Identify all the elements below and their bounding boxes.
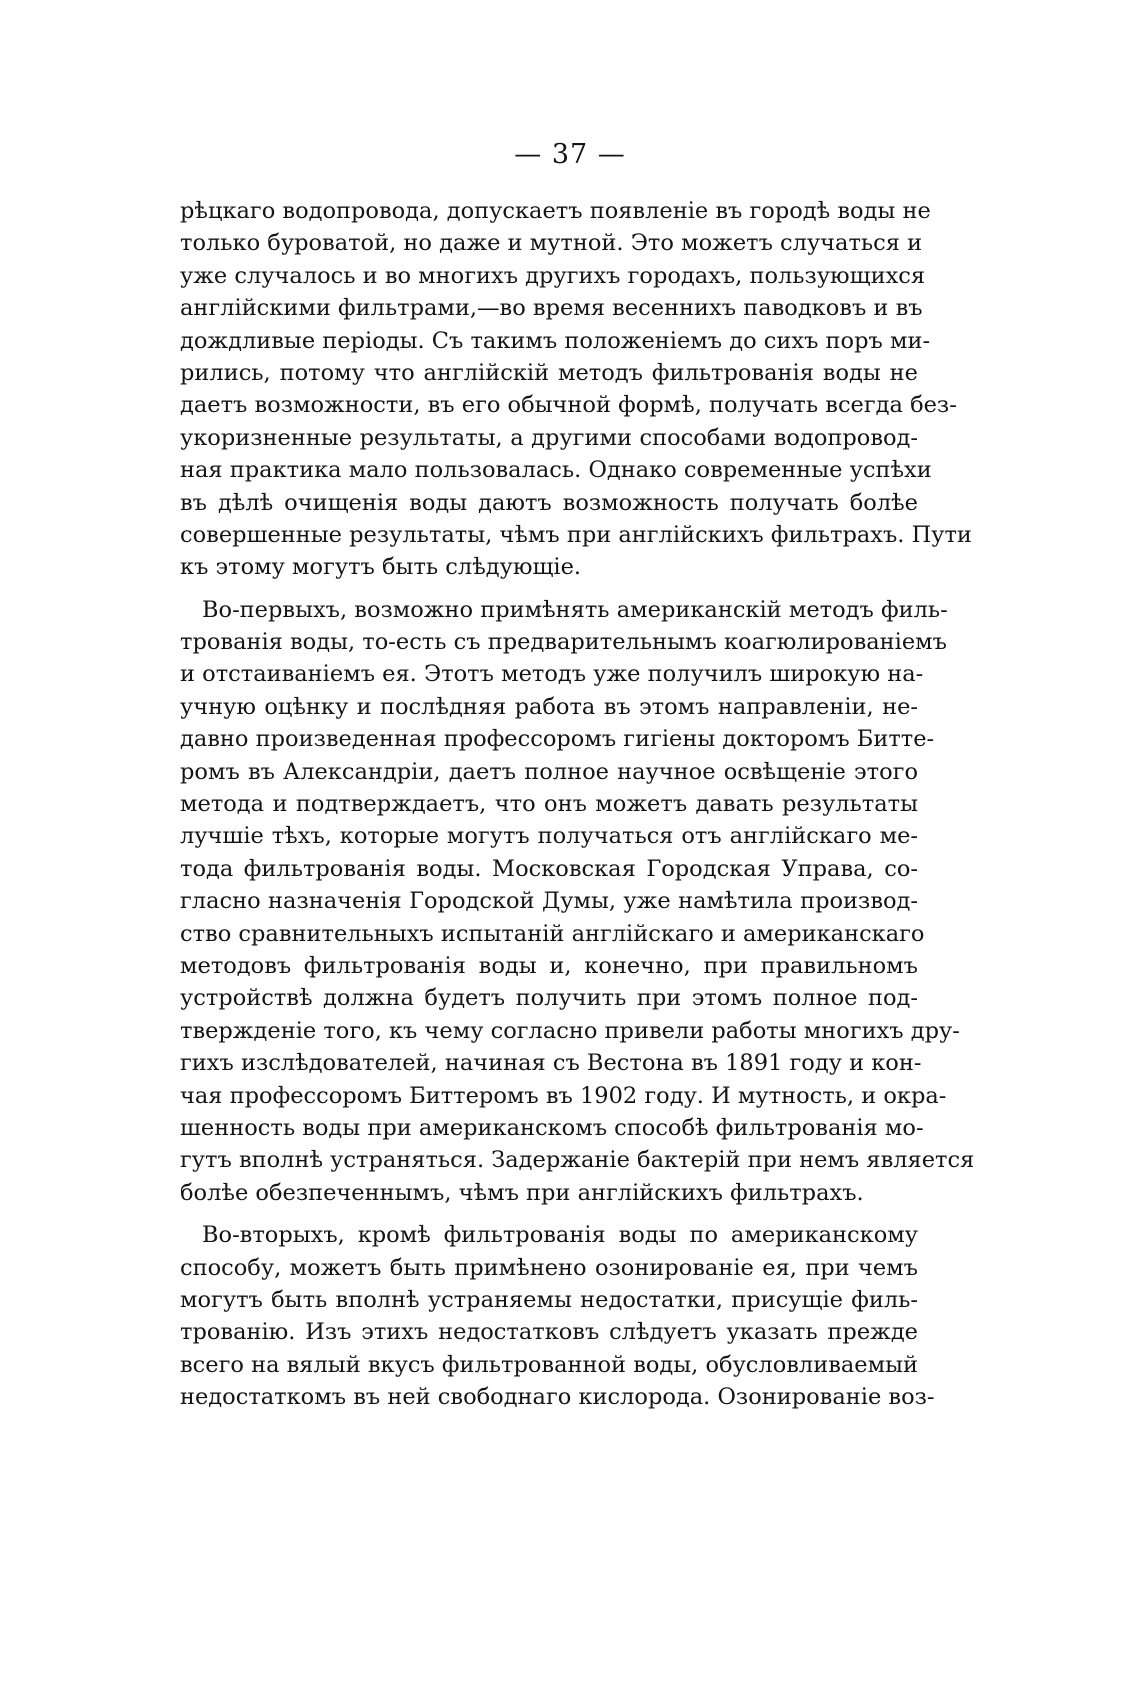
text-line: дождливые періоды. Съ такимъ положеніемъ до сихъ поръ ми- <box>180 327 931 354</box>
text-line: учную оцѣнку и послѣдняя работа въ этомъ направленіи, не- <box>180 693 918 720</box>
text-line: ство сравнительныхъ испытаній англійскаго и американскаго <box>180 920 925 947</box>
text-line: уже случалось и во многихъ другихъ городахъ, пользующихся <box>180 262 926 289</box>
paragraph-gap <box>180 584 918 594</box>
paragraph <box>180 594 975 1209</box>
text-line: гихъ изслѣдователей, начиная съ Вестона въ 1891 году и кон- <box>180 1050 922 1077</box>
paragraph-gap <box>180 1209 918 1219</box>
text-line: метода и подтверждаетъ, что онъ можетъ давать результаты <box>180 791 918 818</box>
text-line: ная практика мало пользовалась. Однако современные успѣхи <box>180 457 932 484</box>
text-line: даетъ возможности, въ его обычной формѣ, получать всегда без- <box>180 392 957 419</box>
text-line: лучшіе тѣхъ, которые могутъ получаться отъ англійскаго ме- <box>180 823 918 850</box>
page-number: — 37 — <box>514 139 626 170</box>
paragraph <box>180 195 972 584</box>
text-line: болѣе обезпеченнымъ, чѣмъ при англійскихъ фильтрахъ. <box>180 1179 864 1206</box>
text-line: чая профессоромъ Биттеромъ въ 1902 году. И мутность, и окра- <box>180 1082 947 1109</box>
text-line: твержденіе того, къ чему согласно привели работы многихъ дру- <box>180 1017 960 1044</box>
text-line: трованію. Изъ этихъ недостатковъ слѣдуетъ указать прежде <box>180 1319 918 1346</box>
text-line: трованія воды, то-есть съ предварительнымъ коагюлированіемъ <box>180 629 947 656</box>
text-line: къ этому могутъ быть слѣдующіе. <box>180 554 582 581</box>
text-line: давно произведенная профессоромъ гигіены докторомъ Биттe- <box>180 726 935 753</box>
text-line: рились, потому что англійскій методъ фильтрованія воды не <box>180 359 918 386</box>
text-line: гутъ вполнѣ устраняться. Задержаніе бактерій при немъ является <box>180 1147 975 1174</box>
text-line: только буроватой, но даже и мутной. Это можетъ случаться и <box>180 230 923 257</box>
text-line: способу, можетъ быть примѣнено озонированіе ея, при чемъ <box>180 1254 918 1281</box>
text-line: методовъ фильтрованія воды и, конечно, при правильномъ <box>180 952 918 979</box>
paragraph <box>180 1219 935 1413</box>
body-text <box>180 195 975 1413</box>
text-line: устройствѣ должна будетъ получить при этомъ полное под- <box>180 985 918 1012</box>
text-line: Во-первыхъ, возможно примѣнять американскій методъ филь- <box>202 596 948 623</box>
text-line: могутъ быть вполнѣ устраняемы недостатки, присущіе филь- <box>180 1286 918 1313</box>
text-line: ромъ въ Александріи, даетъ полное научное освѣщеніе этого <box>180 758 918 785</box>
text-line: укоризненные результаты, а другими способами водопровод- <box>180 424 918 451</box>
text-line: англійскими фильтрами,—во время весеннихъ паводковъ и въ <box>180 295 923 322</box>
text-line: въ дѣлѣ очищенія воды даютъ возможность получать болѣе <box>180 489 918 516</box>
text-line: гласно назначенія Городской Думы, уже намѣтила производ- <box>180 888 918 915</box>
text-line: совершенные результаты, чѣмъ при англійскихъ фильтрахъ. Пути <box>180 521 972 548</box>
text-line: недостаткомъ въ ней свободнаго кислорода. Озонированіе воз- <box>180 1384 935 1411</box>
text-line: шенность воды при американскомъ способѣ фильтрованія мо- <box>180 1114 924 1141</box>
text-line: тода фильтрованія воды. Московская Городская Управа, со- <box>180 855 918 882</box>
text-line: Во-вторыхъ, кромѣ фильтрованія воды по американскому <box>202 1222 918 1249</box>
text-line: всего на вялый вкусъ фильтрованной воды, обусловливаемый <box>180 1351 919 1378</box>
text-line: рѣцкаго водопровода, допускаетъ появленіе въ городѣ воды не <box>180 198 931 224</box>
text-line: и отстаиваніемъ ея. Этотъ методъ уже получилъ широкую на- <box>180 661 924 688</box>
